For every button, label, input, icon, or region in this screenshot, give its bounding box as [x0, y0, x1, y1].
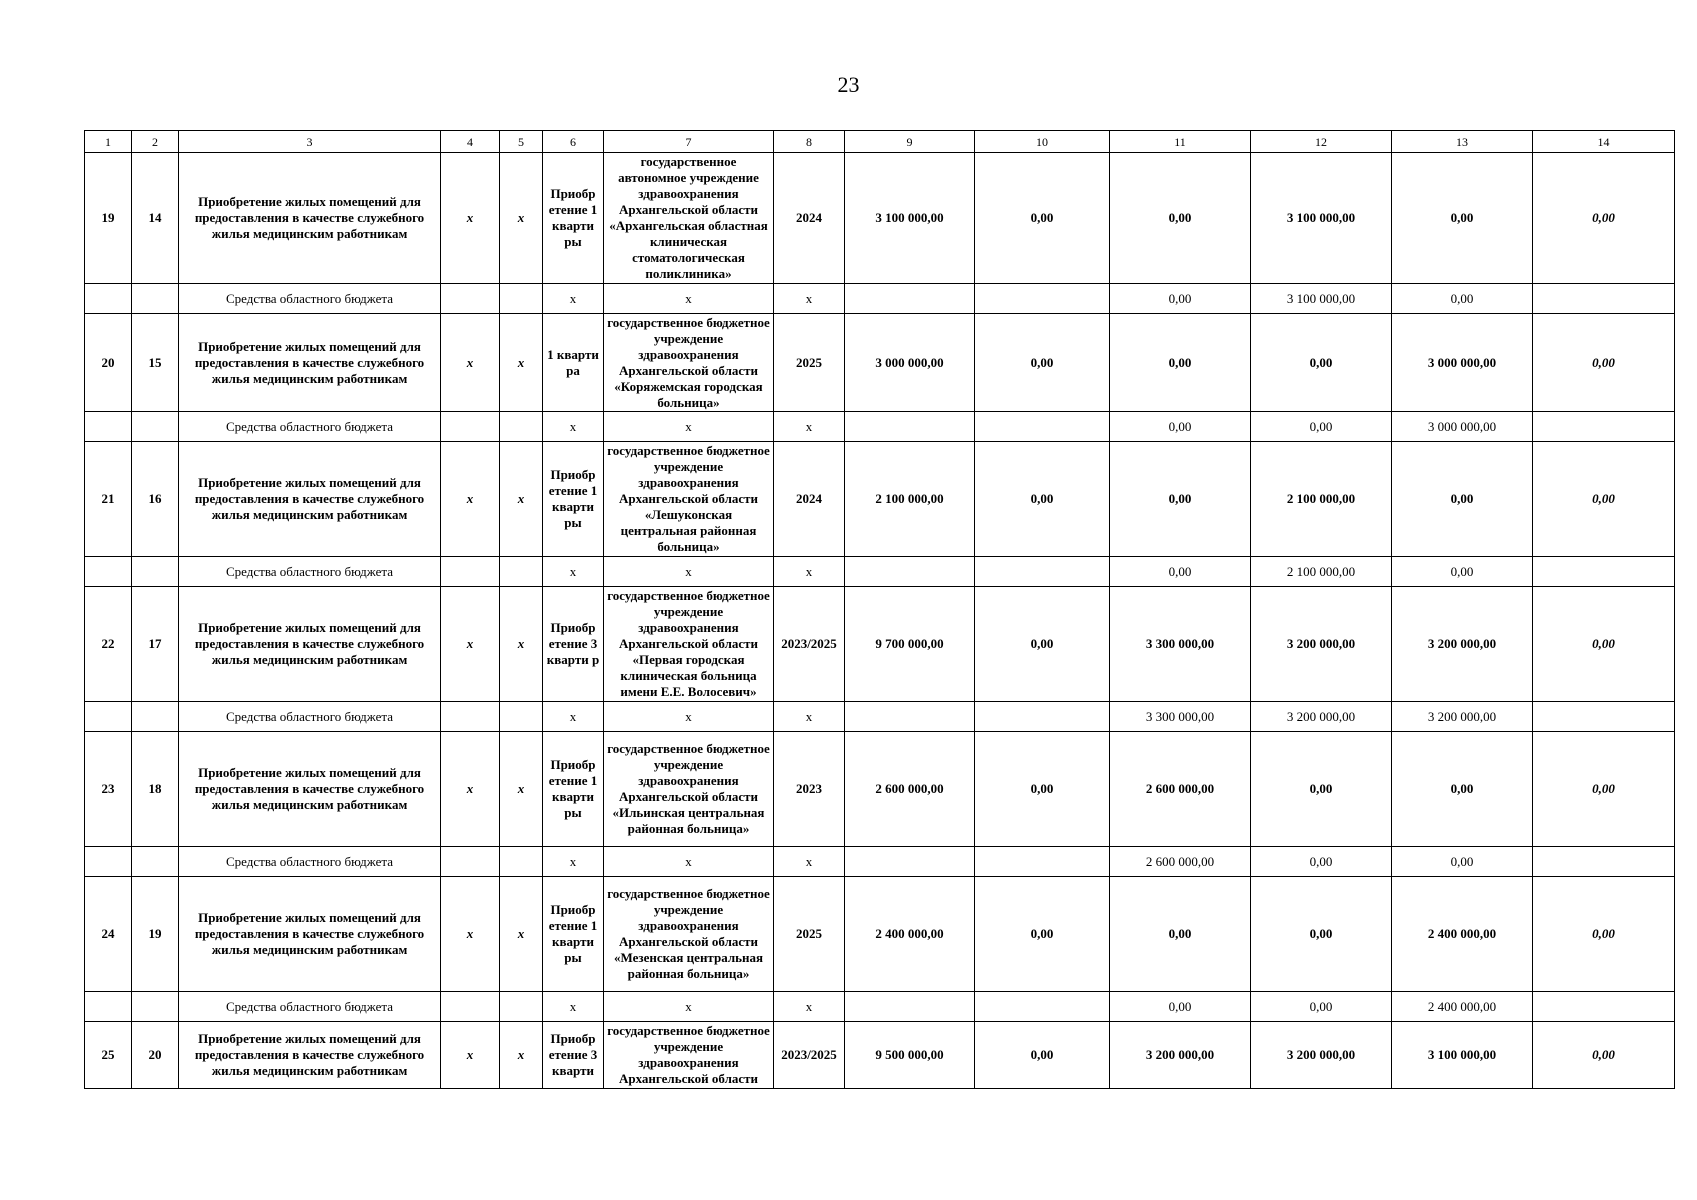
table-cell-col-8: x: [774, 557, 845, 587]
table-cell-col-2: 18: [132, 732, 179, 847]
table-cell-col-1: 22: [85, 587, 132, 702]
table-cell-col-4: x: [441, 314, 500, 412]
table-cell-col-6: Приобр етение 3 кварти: [543, 1022, 604, 1089]
table-subrow-budget: [85, 284, 1675, 314]
table-cell-col-3: Приобретение жилых помещений для предоставления в качестве служебного жилья медицинским работникам: [179, 877, 441, 992]
table-cell-col-5: [500, 847, 543, 877]
table-row: [85, 314, 1675, 412]
table-cell-col-4: [441, 284, 500, 314]
table-subrow-budget: [85, 557, 1675, 587]
table-row: [85, 587, 1675, 702]
table-cell-col-6: x: [543, 412, 604, 442]
table-cell-col-4: [441, 412, 500, 442]
table-cell-col-10: 0,00: [975, 314, 1110, 412]
table-cell-col-12: 0,00: [1251, 314, 1392, 412]
table-cell-col-14: 0,00: [1533, 587, 1675, 702]
column-header: 9: [845, 131, 975, 153]
table-cell-col-2: 16: [132, 442, 179, 557]
column-header: 8: [774, 131, 845, 153]
table-cell-col-2: 14: [132, 153, 179, 284]
table-cell-col-14: 0,00: [1533, 877, 1675, 992]
table-cell-col-10: [975, 557, 1110, 587]
table-cell-col-3: Приобретение жилых помещений для предоставления в качестве служебного жилья медицинским работникам: [179, 1022, 441, 1089]
table-cell-col-5: x: [500, 587, 543, 702]
table-cell-col-8: x: [774, 284, 845, 314]
table-cell-col-2: 17: [132, 587, 179, 702]
column-header: 7: [604, 131, 774, 153]
table-cell-col-9: [845, 702, 975, 732]
table-cell-col-11: 0,00: [1110, 992, 1251, 1022]
table-cell-col-14: 0,00: [1533, 153, 1675, 284]
column-header: 14: [1533, 131, 1675, 153]
table-cell-col-7: государственное бюджетное учреждение здравоохранения Архангельской области «Ильинская центральная районная больница»: [604, 732, 774, 847]
table-cell-col-13: 3 000 000,00: [1392, 314, 1533, 412]
table-cell-col-12: 3 100 000,00: [1251, 284, 1392, 314]
table-cell-col-12: 3 200 000,00: [1251, 702, 1392, 732]
table-cell-col-1: 20: [85, 314, 132, 412]
table-cell-col-5: [500, 992, 543, 1022]
table-cell-col-6: x: [543, 992, 604, 1022]
table-cell-col-11: 0,00: [1110, 284, 1251, 314]
table-cell-col-8: x: [774, 992, 845, 1022]
table-cell-col-2: 15: [132, 314, 179, 412]
table-cell-col-7: x: [604, 847, 774, 877]
table-cell-col-13: 2 400 000,00: [1392, 877, 1533, 992]
table-cell-col-1: [85, 557, 132, 587]
column-header: 13: [1392, 131, 1533, 153]
table-cell-col-12: 3 200 000,00: [1251, 1022, 1392, 1089]
column-header: 1: [85, 131, 132, 153]
table-cell-col-13: 0,00: [1392, 284, 1533, 314]
table-cell-col-2: [132, 412, 179, 442]
table-cell-col-10: [975, 847, 1110, 877]
table-cell-col-14: 0,00: [1533, 314, 1675, 412]
table-cell-col-13: 3 000 000,00: [1392, 412, 1533, 442]
table-cell-col-8: x: [774, 847, 845, 877]
table-cell-col-10: 0,00: [975, 153, 1110, 284]
table-cell-col-3: Приобретение жилых помещений для предоставления в качестве служебного жилья медицинским работникам: [179, 314, 441, 412]
table-cell-col-6: x: [543, 847, 604, 877]
table-cell-col-2: 19: [132, 877, 179, 992]
table-cell-col-1: 23: [85, 732, 132, 847]
table-cell-col-8: 2023/2025: [774, 1022, 845, 1089]
table-cell-col-14: [1533, 992, 1675, 1022]
table-cell-col-7: государственное бюджетное учреждение здравоохранения Архангельской области «Лешуконская центральная районная больница»: [604, 442, 774, 557]
table-cell-col-6: Приобр етение 1 кварти ры: [543, 153, 604, 284]
table-cell-col-14: [1533, 557, 1675, 587]
table-cell-col-10: 0,00: [975, 587, 1110, 702]
table-cell-col-5: [500, 557, 543, 587]
table-cell-col-9: 9 700 000,00: [845, 587, 975, 702]
table-cell-col-13: 3 200 000,00: [1392, 587, 1533, 702]
column-header: 5: [500, 131, 543, 153]
table-cell-col-4: [441, 557, 500, 587]
table-cell-col-2: 20: [132, 1022, 179, 1089]
table-cell-col-1: 19: [85, 153, 132, 284]
table-cell-col-7: государственное бюджетное учреждение здравоохранения Архангельской области «Мезенская центральная районная больница»: [604, 877, 774, 992]
column-header-row: [85, 131, 1675, 153]
table-cell-col-11: 0,00: [1110, 412, 1251, 442]
table-cell-col-5: [500, 284, 543, 314]
table-subrow-budget: [85, 412, 1675, 442]
table-cell-col-12: 0,00: [1251, 992, 1392, 1022]
table-cell-col-14: [1533, 702, 1675, 732]
table-row: [85, 442, 1675, 557]
table-cell-col-2: [132, 992, 179, 1022]
table-cell-col-9: [845, 557, 975, 587]
table-cell-col-8: x: [774, 412, 845, 442]
table-cell-col-12: 2 100 000,00: [1251, 557, 1392, 587]
table-cell-col-6: x: [543, 702, 604, 732]
table-cell-col-13: 3 200 000,00: [1392, 702, 1533, 732]
table-cell-col-10: 0,00: [975, 877, 1110, 992]
column-header: 12: [1251, 131, 1392, 153]
table-cell-col-10: 0,00: [975, 442, 1110, 557]
table-cell-col-13: 0,00: [1392, 153, 1533, 284]
table-cell-col-8: 2023: [774, 732, 845, 847]
table-cell-col-3: Средства областного бюджета: [179, 702, 441, 732]
table-cell-col-13: 0,00: [1392, 847, 1533, 877]
table-cell-col-5: [500, 702, 543, 732]
column-header: 11: [1110, 131, 1251, 153]
column-header: 3: [179, 131, 441, 153]
page-number: 23: [837, 72, 860, 97]
table-cell-col-7: x: [604, 557, 774, 587]
table-cell-col-8: 2024: [774, 442, 845, 557]
table-cell-col-7: государственное бюджетное учреждение здравоохранения Архангельской области: [604, 1022, 774, 1089]
table-subrow-budget: [85, 992, 1675, 1022]
table-cell-col-4: x: [441, 442, 500, 557]
table-cell-col-11: 0,00: [1110, 314, 1251, 412]
table-cell-col-9: [845, 412, 975, 442]
table-cell-col-5: [500, 412, 543, 442]
table-cell-col-1: [85, 412, 132, 442]
table-cell-col-14: 0,00: [1533, 442, 1675, 557]
table-cell-col-5: x: [500, 877, 543, 992]
table-cell-col-3: Приобретение жилых помещений для предоставления в качестве служебного жилья медицинским работникам: [179, 153, 441, 284]
table-cell-col-2: [132, 284, 179, 314]
table-cell-col-6: Приобр етение 1 кварти ры: [543, 442, 604, 557]
table-cell-col-9: 3 000 000,00: [845, 314, 975, 412]
table-cell-col-12: 0,00: [1251, 732, 1392, 847]
table-cell-col-6: x: [543, 557, 604, 587]
table-cell-col-12: 0,00: [1251, 877, 1392, 992]
table-cell-col-13: 3 100 000,00: [1392, 1022, 1533, 1089]
table-cell-col-5: x: [500, 732, 543, 847]
table-cell-col-5: x: [500, 1022, 543, 1089]
table-cell-col-11: 2 600 000,00: [1110, 847, 1251, 877]
table-cell-col-12: 2 100 000,00: [1251, 442, 1392, 557]
table-cell-col-11: 0,00: [1110, 153, 1251, 284]
table-cell-col-3: Приобретение жилых помещений для предоставления в качестве служебного жилья медицинским работникам: [179, 442, 441, 557]
table-cell-col-4: x: [441, 153, 500, 284]
table-subrow-budget: [85, 702, 1675, 732]
table-row: [85, 153, 1675, 284]
table-cell-col-2: [132, 847, 179, 877]
table-cell-col-5: x: [500, 153, 543, 284]
table-cell-col-7: x: [604, 412, 774, 442]
table-cell-col-9: 2 600 000,00: [845, 732, 975, 847]
table-cell-col-12: 0,00: [1251, 412, 1392, 442]
table-cell-col-6: 1 кварти ра: [543, 314, 604, 412]
table-cell-col-3: Приобретение жилых помещений для предоставления в качестве служебного жилья медицинским работникам: [179, 732, 441, 847]
table-cell-col-1: 24: [85, 877, 132, 992]
table-cell-col-6: Приобр етение 3 кварти р: [543, 587, 604, 702]
table-cell-col-1: 21: [85, 442, 132, 557]
table-cell-col-11: 0,00: [1110, 557, 1251, 587]
table-cell-col-7: государственное бюджетное учреждение здравоохранения Архангельской области «Коряжемская городская больница»: [604, 314, 774, 412]
table-cell-col-14: 0,00: [1533, 1022, 1675, 1089]
table-cell-col-11: 3 300 000,00: [1110, 587, 1251, 702]
table-subrow-budget: [85, 847, 1675, 877]
column-header: 6: [543, 131, 604, 153]
table-cell-col-1: [85, 702, 132, 732]
table-cell-col-8: 2025: [774, 877, 845, 992]
table-cell-col-4: [441, 702, 500, 732]
table-cell-col-7: государственное бюджетное учреждение здравоохранения Архангельской области «Первая городская клиническая больница имени Е.Е. Волосевич»: [604, 587, 774, 702]
table-cell-col-10: [975, 412, 1110, 442]
table-cell-col-14: [1533, 412, 1675, 442]
table-cell-col-11: 3 300 000,00: [1110, 702, 1251, 732]
table-cell-col-10: 0,00: [975, 732, 1110, 847]
table-cell-col-14: 0,00: [1533, 732, 1675, 847]
table-cell-col-8: x: [774, 702, 845, 732]
table-cell-col-7: x: [604, 284, 774, 314]
table-cell-col-5: x: [500, 442, 543, 557]
table-cell-col-5: x: [500, 314, 543, 412]
table-cell-col-9: [845, 992, 975, 1022]
column-header: 2: [132, 131, 179, 153]
table-cell-col-9: 9 500 000,00: [845, 1022, 975, 1089]
table-cell-col-11: 3 200 000,00: [1110, 1022, 1251, 1089]
table-cell-col-6: Приобр етение 1 кварти ры: [543, 877, 604, 992]
table-cell-col-1: [85, 284, 132, 314]
table-cell-col-4: x: [441, 732, 500, 847]
table-cell-col-3: Средства областного бюджета: [179, 992, 441, 1022]
budget-table: [84, 130, 1675, 1089]
table-cell-col-6: Приобр етение 1 кварти ры: [543, 732, 604, 847]
table-cell-col-11: 0,00: [1110, 877, 1251, 992]
table-cell-col-4: x: [441, 877, 500, 992]
table-cell-col-13: 0,00: [1392, 442, 1533, 557]
table-cell-col-12: 3 200 000,00: [1251, 587, 1392, 702]
table-cell-col-9: 3 100 000,00: [845, 153, 975, 284]
table-cell-col-13: 0,00: [1392, 557, 1533, 587]
table-cell-col-1: [85, 847, 132, 877]
table-cell-col-8: 2025: [774, 314, 845, 412]
table-cell-col-1: 25: [85, 1022, 132, 1089]
table-cell-col-3: Средства областного бюджета: [179, 847, 441, 877]
table-cell-col-4: x: [441, 1022, 500, 1089]
table-cell-col-12: 0,00: [1251, 847, 1392, 877]
table-row: [85, 732, 1675, 847]
table-cell-col-14: [1533, 847, 1675, 877]
table-cell-col-3: Приобретение жилых помещений для предоставления в качестве служебного жилья медицинским работникам: [179, 587, 441, 702]
table-cell-col-1: [85, 992, 132, 1022]
table-cell-col-11: 2 600 000,00: [1110, 732, 1251, 847]
table-cell-col-4: [441, 847, 500, 877]
table-cell-col-3: Средства областного бюджета: [179, 557, 441, 587]
table-cell-col-11: 0,00: [1110, 442, 1251, 557]
table-cell-col-8: 2023/2025: [774, 587, 845, 702]
table-cell-col-9: 2 100 000,00: [845, 442, 975, 557]
table-cell-col-9: 2 400 000,00: [845, 877, 975, 992]
table-cell-col-2: [132, 557, 179, 587]
table-cell-col-10: [975, 992, 1110, 1022]
table-cell-col-7: государственное автономное учреждение здравоохранения Архангельской области «Архангельская областная клиническая стоматологическая поликлиника»: [604, 153, 774, 284]
table-cell-col-6: x: [543, 284, 604, 314]
table-cell-col-13: 0,00: [1392, 732, 1533, 847]
table-cell-col-10: [975, 284, 1110, 314]
table-cell-col-9: [845, 847, 975, 877]
table-cell-col-2: [132, 702, 179, 732]
table-cell-col-3: Средства областного бюджета: [179, 412, 441, 442]
table-cell-col-10: 0,00: [975, 1022, 1110, 1089]
table-cell-col-4: [441, 992, 500, 1022]
table-cell-col-7: x: [604, 702, 774, 732]
table-cell-col-14: [1533, 284, 1675, 314]
table-cell-col-4: x: [441, 587, 500, 702]
table-cell-col-9: [845, 284, 975, 314]
table-cell-col-13: 2 400 000,00: [1392, 992, 1533, 1022]
table-row: [85, 877, 1675, 992]
table-cell-col-7: x: [604, 992, 774, 1022]
table-cell-col-12: 3 100 000,00: [1251, 153, 1392, 284]
column-header: 10: [975, 131, 1110, 153]
column-header: 4: [441, 131, 500, 153]
table-cell-col-10: [975, 702, 1110, 732]
table-row: [85, 1022, 1675, 1089]
table-cell-col-8: 2024: [774, 153, 845, 284]
table-cell-col-3: Средства областного бюджета: [179, 284, 441, 314]
